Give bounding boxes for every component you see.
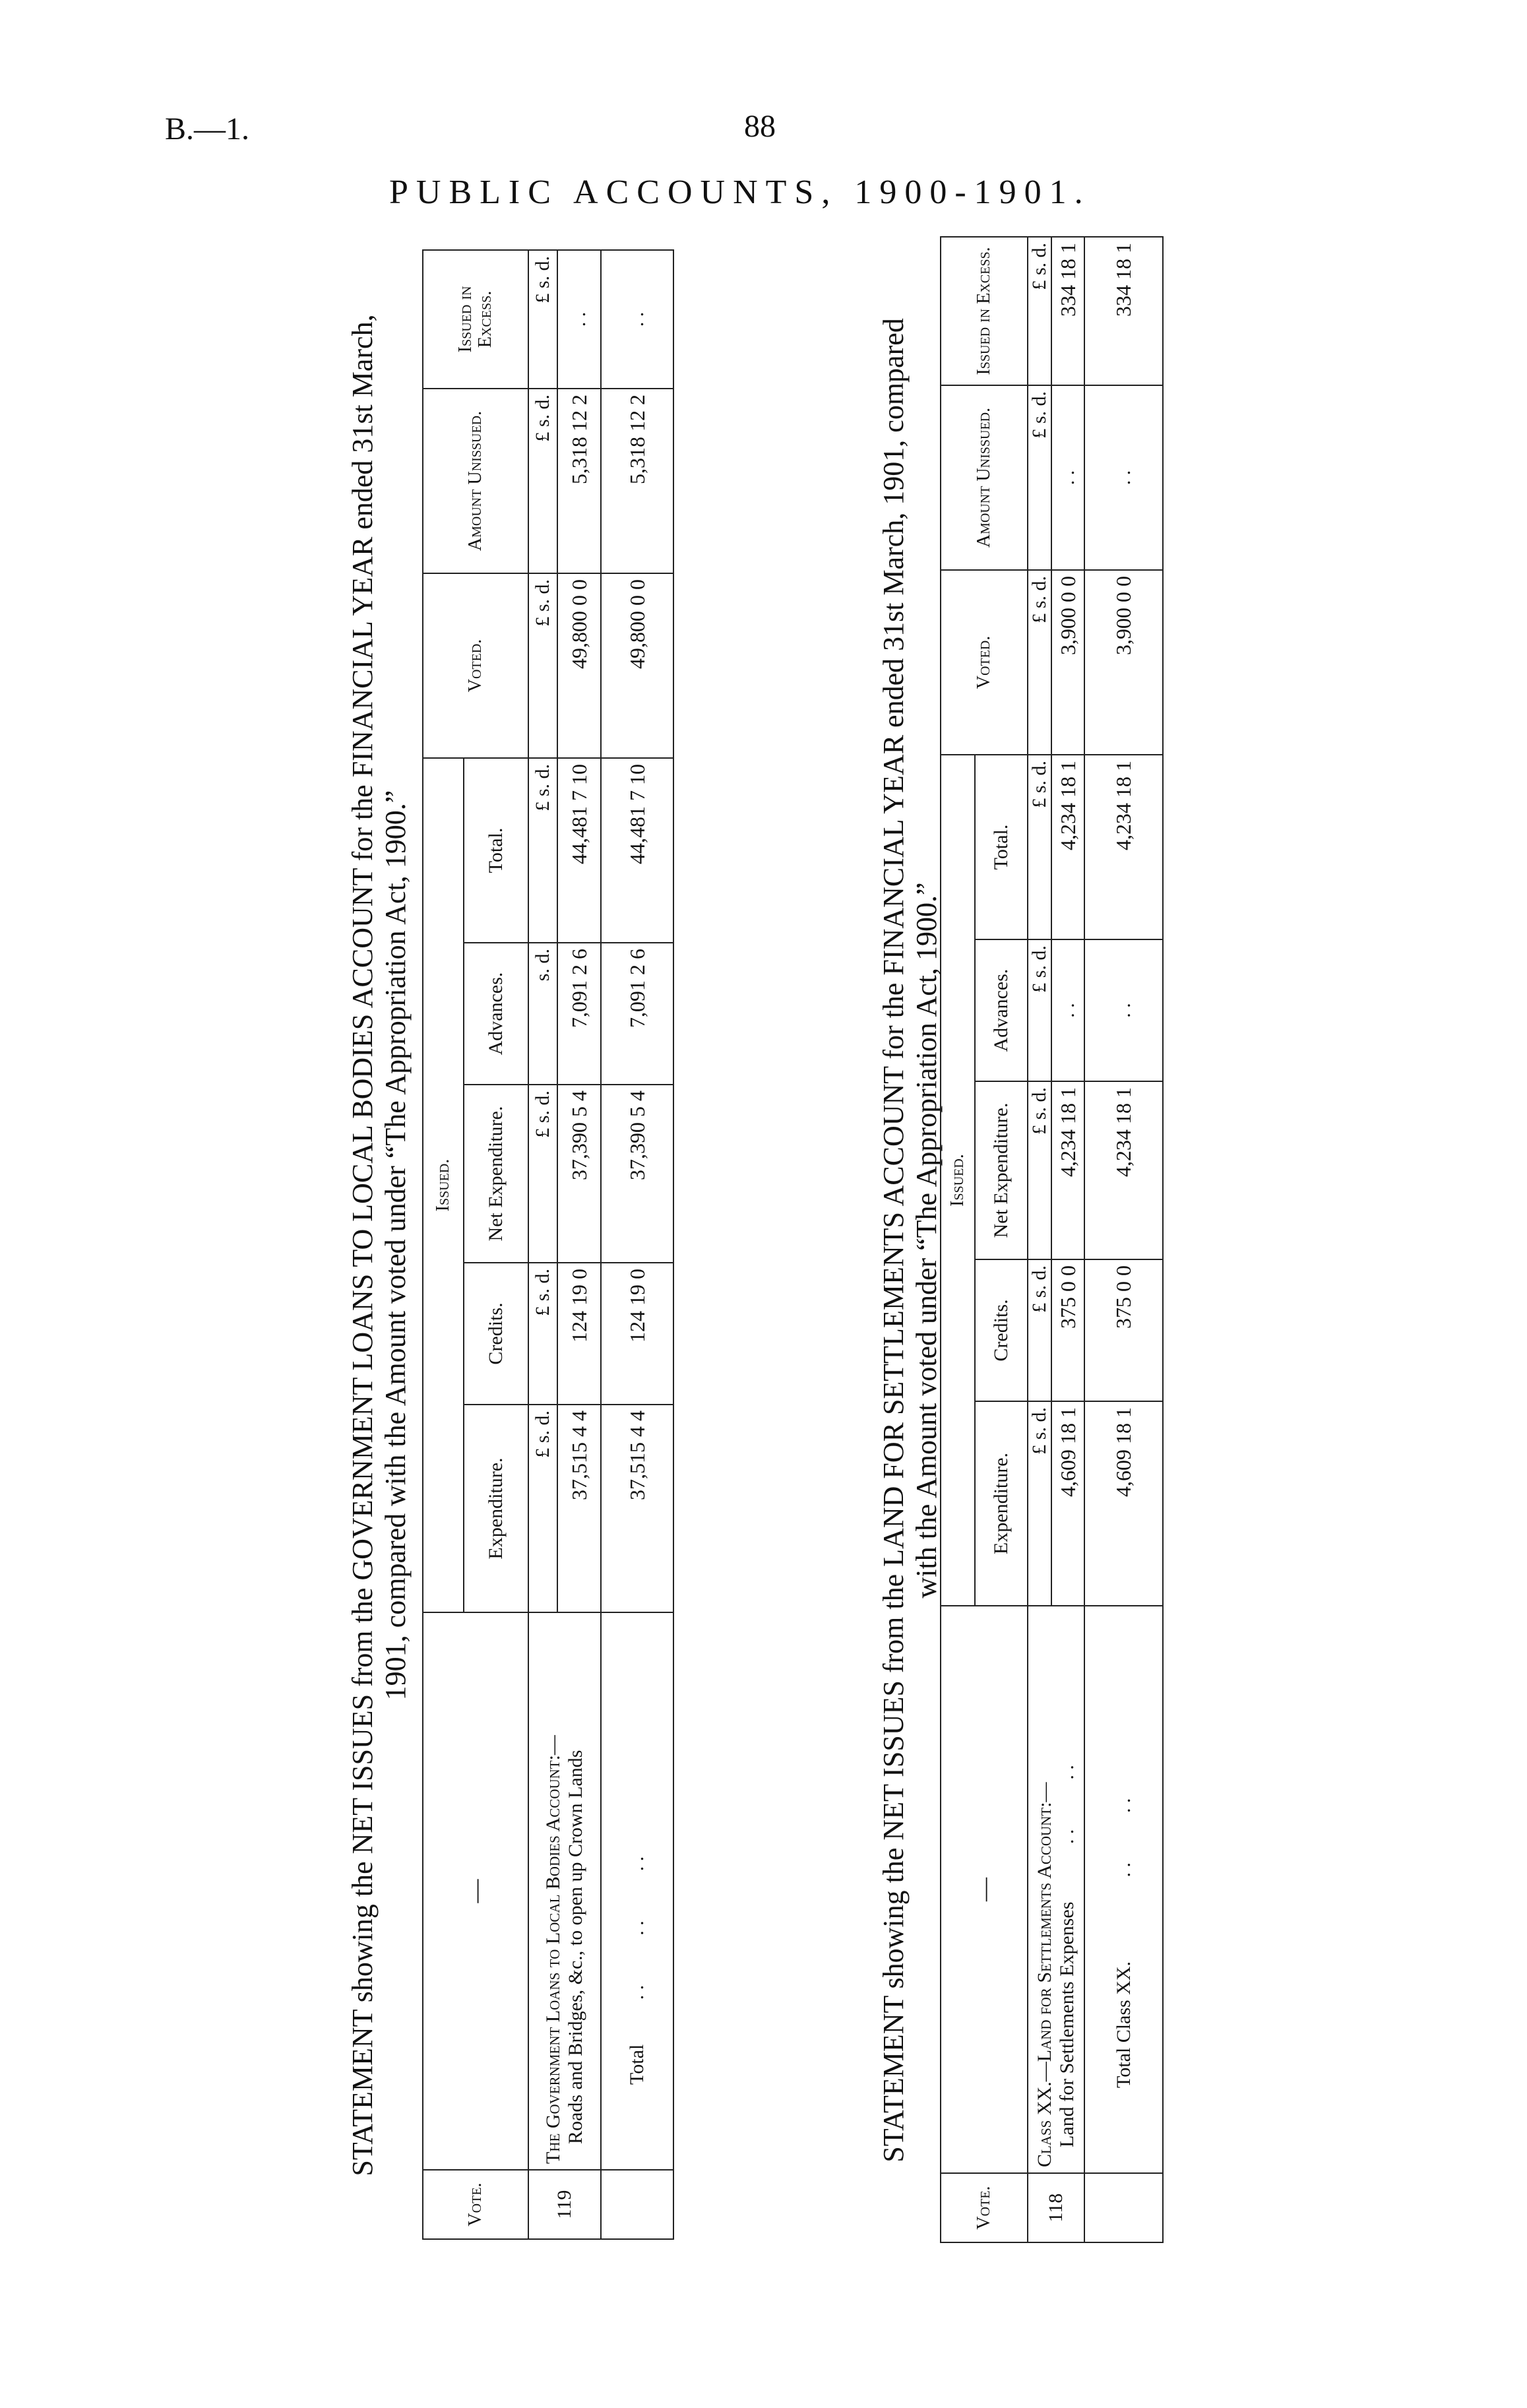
advances-total: . .	[1084, 939, 1163, 1081]
advances-cell: 7,091 2 6	[557, 943, 601, 1085]
amount-unissued-total: . .	[1084, 385, 1163, 570]
amount-unissued-header: Amount Unissued.	[423, 389, 528, 573]
credits-total: 124 19 0	[601, 1263, 673, 1405]
description-header	[423, 1612, 528, 2170]
voted-header: Voted.	[941, 570, 1028, 755]
leader-dots: . . . .	[1112, 1798, 1135, 1878]
expenditure-cell: 37,515 4 4	[557, 1405, 601, 1612]
net-expenditure-header: Net Expenditure.	[975, 1081, 1028, 1259]
leader-dots: . . . .	[1056, 1765, 1078, 1845]
expenditure-cell: 4,609 18 1	[1051, 1401, 1084, 1606]
vote-number-blank	[1084, 2173, 1163, 2242]
credits-header: Credits.	[464, 1263, 528, 1405]
unit-label: £ s. d.	[1028, 237, 1051, 385]
unit-label: £ s. d.	[528, 250, 557, 389]
unit-label: £ s. d.	[1028, 939, 1051, 1081]
total-label: Total	[626, 2044, 648, 2085]
voted-cell: 3,900 0 0	[1051, 570, 1084, 755]
total-total: 4,234 18 1	[1084, 755, 1163, 939]
account-heading: Class XX.—Land for Settlements Account:—	[1034, 1782, 1055, 2167]
expenditure-header: Expenditure.	[464, 1405, 528, 1612]
dash-mark: —	[971, 1878, 997, 1901]
unit-label: £ s. d.	[528, 1263, 557, 1405]
net-expenditure-cell: 37,390 5 4	[557, 1085, 601, 1263]
unit-label: £ s. d.	[1028, 1081, 1051, 1259]
unit-label: £ s. d.	[1028, 570, 1051, 755]
amount-unissued-cell: 5,318 12 2	[557, 389, 601, 573]
unit-label: £ s. d.	[1028, 1259, 1051, 1401]
total-header: Total.	[464, 758, 528, 943]
expenditure-total: 37,515 4 4	[601, 1405, 673, 1612]
net-expenditure-header: Net Expenditure.	[464, 1085, 528, 1263]
document-reference: B.—1.	[165, 111, 250, 146]
credits-header: Credits.	[975, 1259, 1028, 1401]
expenditure-total: 4,609 18 1	[1084, 1401, 1163, 1606]
unit-label: £ s. d.	[1028, 385, 1051, 570]
advances-total: 7,091 2 6	[601, 943, 673, 1085]
vote-header: Vote.	[941, 2173, 1028, 2242]
unit-label: £ s. d.	[1028, 1401, 1051, 1606]
unit-label: £ s. d.	[528, 573, 557, 758]
total-cell: 4,234 18 1	[1051, 755, 1084, 939]
advances-header: Advances.	[975, 939, 1028, 1081]
unit-label: £ s. d.	[528, 758, 557, 943]
credits-cell: 375 0 0	[1051, 1259, 1084, 1401]
voted-header: Voted.	[423, 573, 528, 758]
unit-label: £ s. d.	[528, 1085, 557, 1263]
total-total: 44,481 7 10	[601, 758, 673, 943]
unit-label: s. d.	[528, 943, 557, 1085]
amount-unissued-total: 5,318 12 2	[601, 389, 673, 573]
total-cell: 44,481 7 10	[557, 758, 601, 943]
amount-unissued-header: Amount Unissued.	[941, 385, 1028, 570]
net-expenditure-total: 37,390 5 4	[601, 1085, 673, 1263]
total-row-label	[601, 1612, 673, 2170]
vote-number: 119	[528, 2170, 601, 2239]
unit-label: £ s. d.	[1028, 755, 1051, 939]
statement-2	[877, 238, 1161, 2243]
expenditure-header: Expenditure.	[975, 1401, 1028, 1606]
leader-dots: . . . . . .	[626, 1856, 648, 2000]
page-number: 88	[744, 109, 776, 144]
net-expenditure-total: 4,234 18 1	[1084, 1081, 1163, 1259]
statement-1	[346, 251, 673, 2240]
unit-label: £ s. d.	[528, 389, 557, 573]
account-item: Roads and Bridges, &c., to open up Crown Lands	[565, 1750, 586, 2144]
total-row-label	[1084, 1606, 1163, 2173]
voted-total: 49,800 0 0	[601, 573, 673, 758]
total-label: Total Class XX.	[1112, 1961, 1135, 2088]
account-description	[1028, 1606, 1084, 2173]
statement-2-caption	[877, 238, 943, 2243]
account-description	[528, 1612, 601, 2170]
description-header	[941, 1606, 1028, 2173]
advances-header: Advances.	[464, 943, 528, 1085]
issued-in-excess-cell: 334 18 1	[1051, 237, 1084, 385]
vote-header: Vote.	[423, 2170, 528, 2239]
issued-header: Issued.	[423, 758, 464, 1612]
net-expenditure-cell: 4,234 18 1	[1051, 1081, 1084, 1259]
credits-total: 375 0 0	[1084, 1259, 1163, 1401]
caption-line-2: with the Amount voted under “The Appropriation Act, 1900.”	[910, 882, 943, 1599]
total-header: Total.	[975, 755, 1028, 939]
statement-2-table	[940, 236, 1164, 2243]
account-heading: The Government Loans to Local Bodies Account:—	[542, 1735, 564, 2164]
caption-line-2: 1901, compared with the Amount voted under “The Appropriation Act, 1900.”	[379, 790, 412, 1701]
voted-cell: 49,800 0 0	[557, 573, 601, 758]
account-item: Land for Settlements Expenses	[1056, 1901, 1078, 2147]
credits-cell: 124 19 0	[557, 1263, 601, 1405]
caption-line-1: STATEMENT showing the NET ISSUES from the LAND FOR SETTLEMENTS ACCOUNT for the FINANCIAL YEAR ended 31st March, 1901, compared	[877, 318, 910, 2163]
issued-in-excess-total: . .	[601, 250, 673, 389]
issued-header: Issued.	[941, 755, 975, 1606]
statement-1-table	[422, 249, 674, 2240]
caption-line-1: STATEMENT showing the NET ISSUES from the GOVERNMENT LOANS TO LOCAL BODIES ACCOUNT for the FINANCIAL YEAR ended 31st March,	[346, 314, 379, 2176]
page-title: PUBLIC ACCOUNTS, 1900-1901.	[389, 174, 1091, 211]
issued-in-excess-header: Issued in Excess.	[941, 237, 1028, 385]
voted-total: 3,900 0 0	[1084, 570, 1163, 755]
issued-in-excess-cell: . .	[557, 250, 601, 389]
vote-number: 118	[1028, 2173, 1084, 2242]
dash-mark: —	[462, 1879, 489, 1903]
unit-label: £ s. d.	[528, 1405, 557, 1612]
issued-in-excess-header: Issued in Excess.	[423, 250, 528, 389]
issued-in-excess-total: 334 18 1	[1084, 237, 1163, 385]
amount-unissued-cell: . .	[1051, 385, 1084, 570]
vote-number-blank	[601, 2170, 673, 2239]
advances-cell: . .	[1051, 939, 1084, 1081]
statement-1-caption	[346, 251, 412, 2240]
